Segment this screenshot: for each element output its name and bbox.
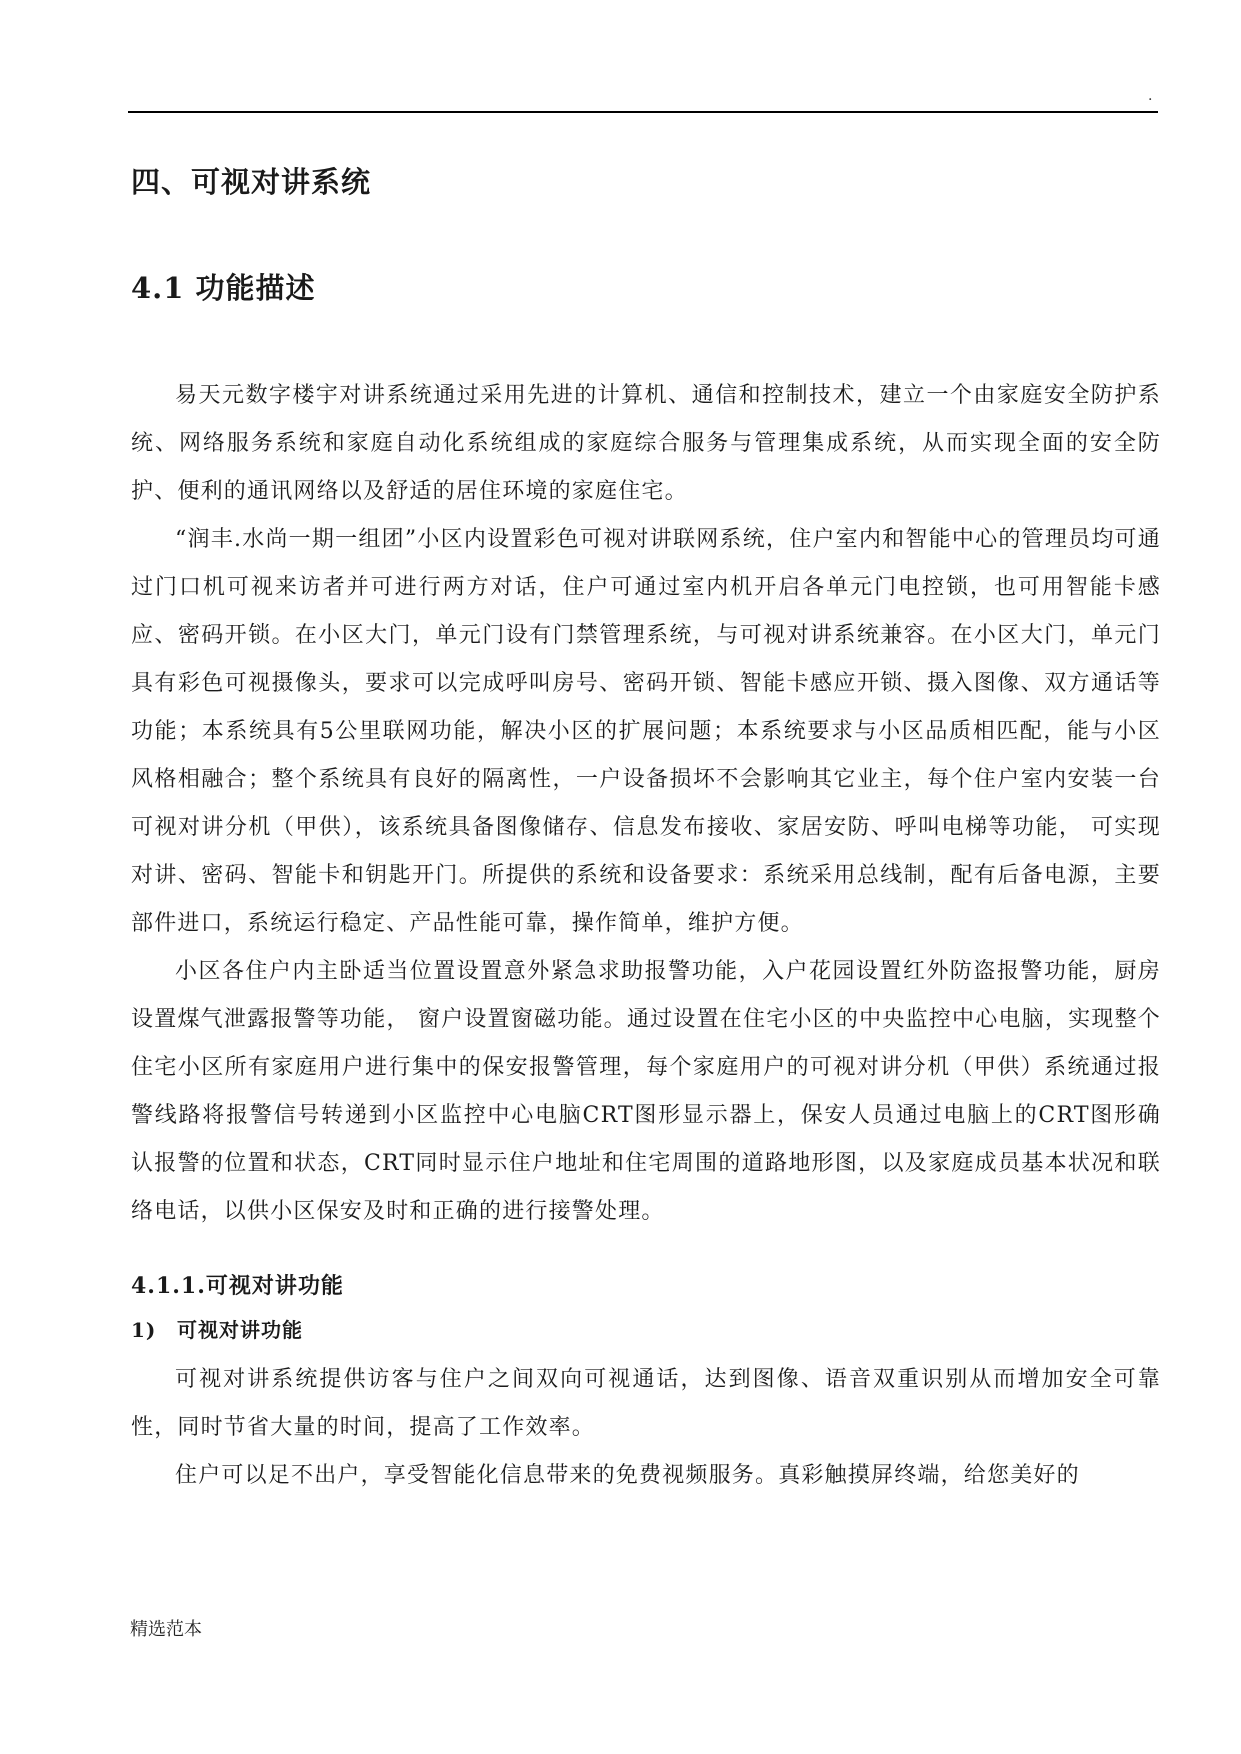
header-mark: .: [1148, 88, 1153, 104]
section-title: 四、可视对讲系统: [131, 165, 372, 199]
header-rule: [128, 111, 1158, 113]
paragraph: 易天元数字楼宇对讲系统通过采用先进的计算机、通信和控制技术，建立一个由家庭安全防护系统、网络服务系统和家庭自动化系统组成的家庭综合服务与管理集成系统，从而实现全面的安全防护、便利的通讯网络以及舒适的居住环境的家庭住宅。: [131, 383, 1161, 504]
list-item-label: 可视对讲功能: [177, 1318, 303, 1342]
list-item-heading: [131, 1310, 1161, 1350]
paragraph: “润丰.水尚一期一组团”小区内设置彩色可视对讲联网系统，住户室内和智能中心的管理员均可通过门口机可视来访者并可进行两方对话，住户可通过室内机开启各单元门电控锁，也可用智能卡感应、密码开锁。在小区大门，单元门设有门禁管理系统，与可视对讲系统兼容。在小区大门，单元门具有彩色可视摄像头，要求可以完成呼叫房号、密码开锁、智能卡感应开锁、摄入图像、双方通话等功能；本系统具有5公里联网功能，解决小区的扩展问题；本系统要求与小区品质相匹配，能与小区风格相融合；整个系统具有良好的隔离性，一户设备损坏不会影响其它业主，每个住户室内安装一台可视对讲分机（甲供），该系统具备图像储存、信息发布接收、家居安防、呼叫电梯等功能， 可实现对讲、密码、智能卡和钥匙开门。所提供的系统和设备要求：系统采用总线制，配有后备电源，主要部件进口，系统运行稳定、产品性能可靠，操作简单，维护方便。: [131, 527, 1161, 936]
intro-paragraphs: [131, 372, 1161, 1236]
list-item-number: 1): [131, 1318, 157, 1342]
paragraph: 可视对讲系统提供访客与住户之间双向可视通话，达到图像、语音双重识别从而增加安全可靠性，同时节省大量的时间，提高了工作效率。: [131, 1367, 1161, 1440]
paragraph: 小区各住户内主卧适当位置设置意外紧急求助报警功能，入户花园设置红外防盗报警功能，厨房设置煤气泄露报警等功能， 窗户设置窗磁功能。通过设置在住宅小区的中央监控中心电脑，实现整个住宅小区所有家庭用户进行集中的保安报警管理，每个家庭用户的可视对讲分机（甲供）系统通过报警线路将报警信号转递到小区监控中心电脑CRT图形显示器上，保安人员通过电脑上的CRT图形确认报警的位置和状态，CRT同时显示住户地址和住宅周围的道路地形图，以及家庭成员基本状况和联络电话，以供小区保安及时和正确的进行接警处理。: [131, 959, 1161, 1224]
footer-text: 精选范本: [130, 1619, 202, 1640]
paragraph: 住户可以足不出户，享受智能化信息带来的免费视频服务。真彩触摸屏终端，给您美好的: [175, 1463, 1080, 1488]
sub-subsection-title: 4.1.1.可视对讲功能: [131, 1273, 344, 1299]
subsection-title: 4.1 功能描述: [131, 271, 316, 305]
feature-paragraphs: [131, 1356, 1161, 1500]
page-content: [131, 158, 1161, 1500]
